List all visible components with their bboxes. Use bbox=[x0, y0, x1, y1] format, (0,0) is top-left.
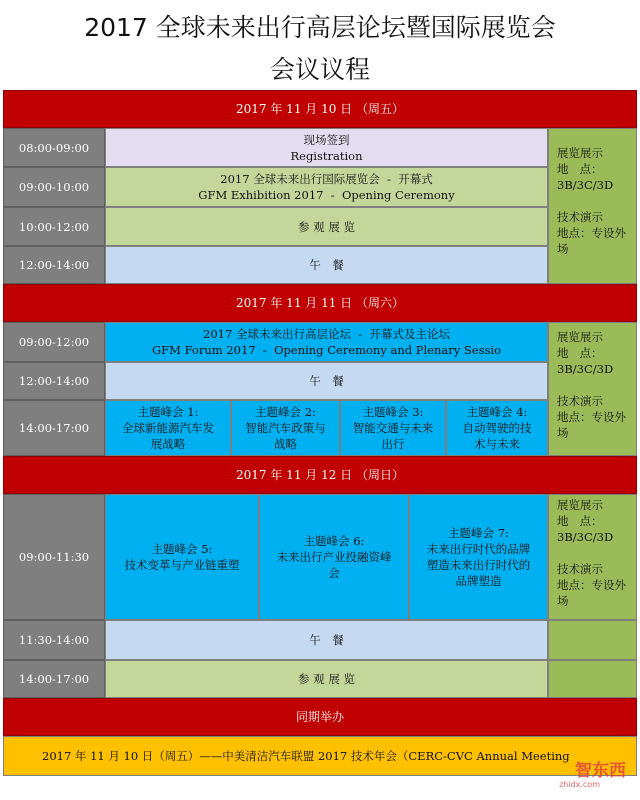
venue-location-label: 地 点： bbox=[557, 514, 603, 528]
session-title: 2017 全球未来出行国际展览会 - 开幕式 bbox=[220, 172, 433, 186]
day-header-nov11: 2017 年 11 月 11 日 （周六） bbox=[3, 284, 637, 322]
demo-location-cont: 场 bbox=[557, 242, 569, 256]
venue-halls: 3B/3C/3D bbox=[557, 362, 614, 376]
demo-location: 地点：专设外 bbox=[557, 578, 626, 592]
session-title: 2017 全球未来出行高层论坛 - 开幕式及主论坛 bbox=[203, 327, 450, 341]
summit-topic: 智能交通与未来 bbox=[352, 421, 434, 435]
demo-location: 地点：专设外 bbox=[557, 226, 626, 240]
lunch-session: 午 餐 bbox=[105, 246, 548, 284]
side-filler bbox=[548, 620, 637, 660]
demo-label: 技术演示 bbox=[557, 394, 603, 408]
watermark-logo: 智东西 bbox=[575, 761, 626, 781]
summit-title: 主题峰会 3: bbox=[362, 405, 424, 419]
venue-info-day1 bbox=[548, 128, 637, 284]
summit-topic-cont: 战略 bbox=[274, 437, 297, 451]
summit-title: 主题峰会 4: bbox=[466, 405, 528, 419]
side-filler bbox=[548, 660, 637, 698]
summit-1 bbox=[105, 400, 231, 456]
time-slot: 08:00-09:00 bbox=[3, 128, 105, 167]
watermark-url: zhidx.com bbox=[559, 780, 600, 789]
summit-title: 主题峰会 6: bbox=[303, 534, 365, 548]
time-slot: 10:00-12:00 bbox=[3, 207, 105, 246]
time-slot: 12:00-14:00 bbox=[3, 362, 105, 400]
demo-label: 技术演示 bbox=[557, 210, 603, 224]
venue-label: 展览展示 bbox=[557, 498, 603, 512]
venue-info-day2 bbox=[548, 322, 637, 456]
page-subtitle: 会议议程 bbox=[269, 55, 370, 84]
summit-topic: 全球新能源汽车发 bbox=[122, 421, 214, 435]
summit-2 bbox=[231, 400, 340, 456]
forum-opening-session bbox=[105, 322, 548, 362]
time-slot: 14:00-17:00 bbox=[3, 400, 105, 456]
summit-topic-cont: 塑造未来出行时代的 bbox=[426, 558, 531, 572]
demo-location: 地点：专设外 bbox=[557, 410, 626, 424]
summit-topic: 智能汽车政策与 bbox=[245, 421, 326, 435]
summit-title: 主题峰会 7: bbox=[448, 526, 509, 540]
time-slot: 12:00-14:00 bbox=[3, 246, 105, 284]
summit-6 bbox=[259, 494, 409, 620]
summit-title: 主题峰会 1: bbox=[137, 405, 199, 419]
summit-topic: 未来出行产业投融资峰 bbox=[276, 550, 392, 564]
venue-location-label: 地 点： bbox=[557, 346, 603, 360]
session-title-en: GFM Forum 2017 - Opening Ceremony and Plenary Sessio bbox=[151, 343, 501, 357]
lunch-session: 午 餐 bbox=[105, 362, 548, 400]
summit-7 bbox=[409, 494, 548, 620]
summit-topic-cont: 出行 bbox=[381, 437, 405, 451]
demo-label: 技术演示 bbox=[557, 562, 603, 576]
summit-topic: 技术变革与产业链重塑 bbox=[124, 558, 240, 572]
summit-3 bbox=[340, 400, 446, 456]
exhibition-visit-session: 参 观 展 览 bbox=[105, 207, 548, 246]
page-title: 2017 全球未来出行高层论坛暨国际展览会 bbox=[84, 13, 556, 42]
summit-topic: 未来出行时代的品牌 bbox=[426, 542, 531, 556]
demo-location-cont: 场 bbox=[557, 594, 569, 608]
venue-label: 展览展示 bbox=[557, 330, 603, 344]
session-title: 现场签到 bbox=[303, 132, 350, 147]
demo-location-cont: 场 bbox=[557, 426, 569, 440]
time-slot: 09:00-11:30 bbox=[3, 494, 105, 620]
summit-title: 主题峰会 5: bbox=[151, 542, 213, 556]
venue-location-label: 地 点： bbox=[557, 162, 603, 176]
venue-halls: 3B/3C/3D bbox=[557, 530, 614, 544]
day-header-nov12: 2017 年 11 月 12 日 （周日） bbox=[3, 456, 637, 494]
time-slot: 14:00-17:00 bbox=[3, 660, 105, 698]
venue-halls: 3B/3C/3D bbox=[557, 178, 614, 192]
time-slot: 09:00-10:00 bbox=[3, 167, 105, 207]
venue-label: 展览展示 bbox=[557, 146, 603, 160]
concurrent-event: 2017 年 11 月 10 日（周五）——中美清洁汽车联盟 2017 技术年会（CERC-CVC Annual Meeting bbox=[3, 736, 637, 776]
lunch-session: 午 餐 bbox=[105, 620, 548, 660]
summit-topic-cont2: 品牌塑造 bbox=[455, 574, 502, 588]
venue-info-day3 bbox=[548, 494, 637, 620]
summit-topic: 自动驾驶的技 bbox=[462, 421, 532, 435]
concurrent-header: 同期举办 bbox=[3, 698, 637, 736]
exhibition-opening-session bbox=[105, 167, 548, 207]
summit-topic-cont: 术与未来 bbox=[474, 437, 520, 451]
summit-title: 主题峰会 2: bbox=[255, 405, 316, 419]
session-title-en: GFM Exhibition 2017 - Opening Ceremony bbox=[198, 188, 455, 202]
time-slot: 11:30-14:00 bbox=[3, 620, 105, 660]
registration-session bbox=[105, 128, 548, 167]
time-slot: 09:00-12:00 bbox=[3, 322, 105, 362]
summit-4 bbox=[446, 400, 548, 456]
summit-5 bbox=[105, 494, 259, 620]
exhibition-visit-session: 参 观 展 览 bbox=[105, 660, 548, 698]
summit-topic-cont: 展战略 bbox=[150, 437, 186, 451]
day-header-nov10: 2017 年 11 月 10 日 （周五） bbox=[3, 90, 637, 128]
session-title-en: Registration bbox=[290, 148, 363, 163]
summit-topic-cont: 会 bbox=[328, 566, 340, 580]
